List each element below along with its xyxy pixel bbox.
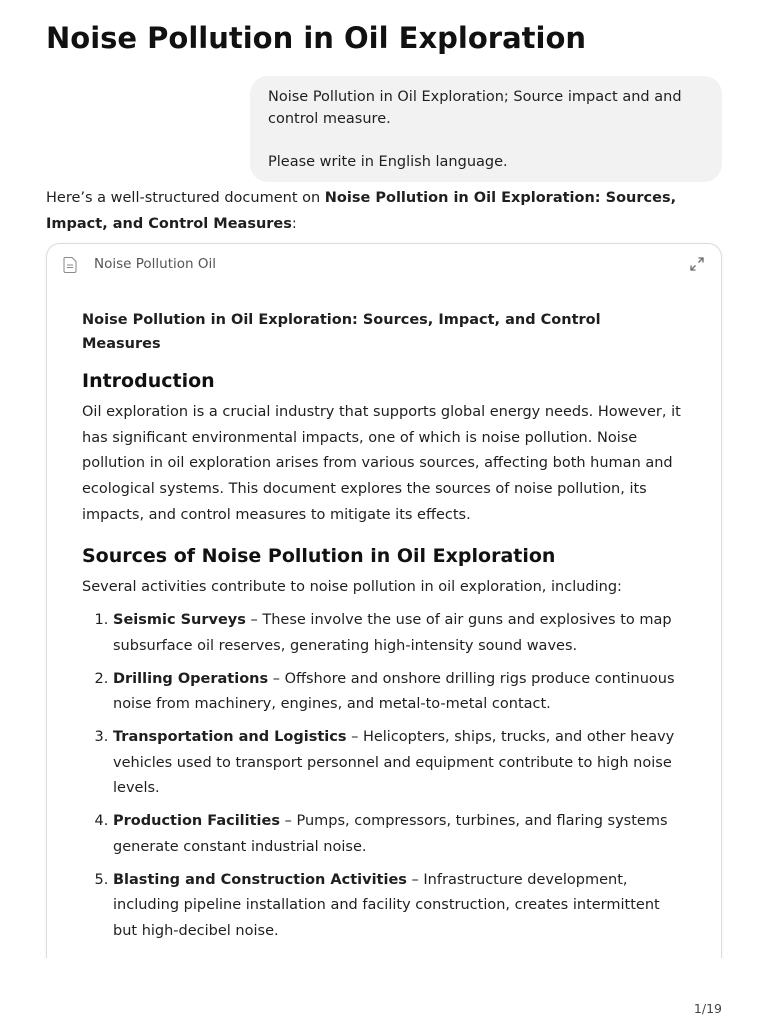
list-item-title: Seismic Surveys: [113, 612, 246, 629]
list-item-text: – Infrastructure development, including pipeline installation and facility construction, creates intermittent but high-decibel noise.: [113, 871, 660, 939]
list-item-title: Production Facilities: [113, 813, 280, 830]
introduction-text: Oil exploration is a crucial industry that supports global energy needs. However, it has significant environmental impacts, one of which is noise pollution. Noise pollution in oil exploration arises from various sources, affecting both human and ecological systems. This document explores the sources of noise pollution, its impacts, and control measures to mitigate its effects.: [82, 404, 681, 523]
user-message-bubble: [250, 76, 722, 182]
sources-lead: Several activities contribute to noise pollution in oil exploration, including:: [82, 578, 622, 595]
page-title: Noise Pollution in Oil Exploration: [46, 21, 587, 55]
list-item: [113, 667, 682, 718]
list-item-title: Blasting and Construction Activities: [113, 871, 407, 888]
list-item-text: – Offshore and onshore drilling rigs produce continuous noise from machinery, engines, and metal-to-metal contact.: [113, 670, 675, 713]
response-intro-prefix: Here’s a well-structured document on: [46, 190, 325, 206]
page-cutoff: [40, 958, 730, 1008]
document-card-title: Noise Pollution Oil: [94, 256, 216, 272]
user-message-line: Please write in English language.: [268, 154, 508, 170]
document-body: [82, 308, 682, 952]
response-intro: [46, 185, 722, 237]
list-item: [113, 809, 682, 860]
list-item: [113, 725, 682, 802]
list-item-title: Drilling Operations: [113, 670, 269, 687]
introduction-heading: Introduction: [82, 370, 215, 392]
page-number: 1/19: [693, 1001, 722, 1016]
document-card-header[interactable]: [47, 244, 721, 284]
document-heading: Noise Pollution in Oil Exploration: Sources, Impact, and Control Measures: [82, 312, 601, 352]
expand-icon[interactable]: [689, 256, 705, 272]
list-item-text: – These involve the use of air guns and explosives to map subsurface oil reserves, generating high-intensity sound waves.: [113, 612, 672, 654]
document-icon: [63, 257, 77, 273]
document-card[interactable]: [46, 243, 722, 1003]
response-intro-bold: Noise Pollution in Oil Exploration: Sources, Impact, and Control Measures: [46, 190, 677, 232]
list-item-text: – Helicopters, ships, trucks, and other heavy vehicles used to transport personnel and equipment contribute to high noise levels.: [113, 729, 675, 797]
list-item: [113, 868, 682, 945]
user-message-line: Noise Pollution in Oil Exploration; Source impact and and control measure.: [268, 89, 682, 127]
list-item: [113, 608, 682, 659]
sources-list: [82, 608, 682, 944]
list-item-title: Transportation and Logistics: [113, 729, 347, 746]
sources-heading: Sources of Noise Pollution in Oil Exploration: [82, 544, 556, 567]
list-item-text: – Pumps, compressors, turbines, and flaring systems generate constant industrial noise.: [113, 813, 668, 855]
response-intro-suffix: :: [291, 216, 297, 232]
